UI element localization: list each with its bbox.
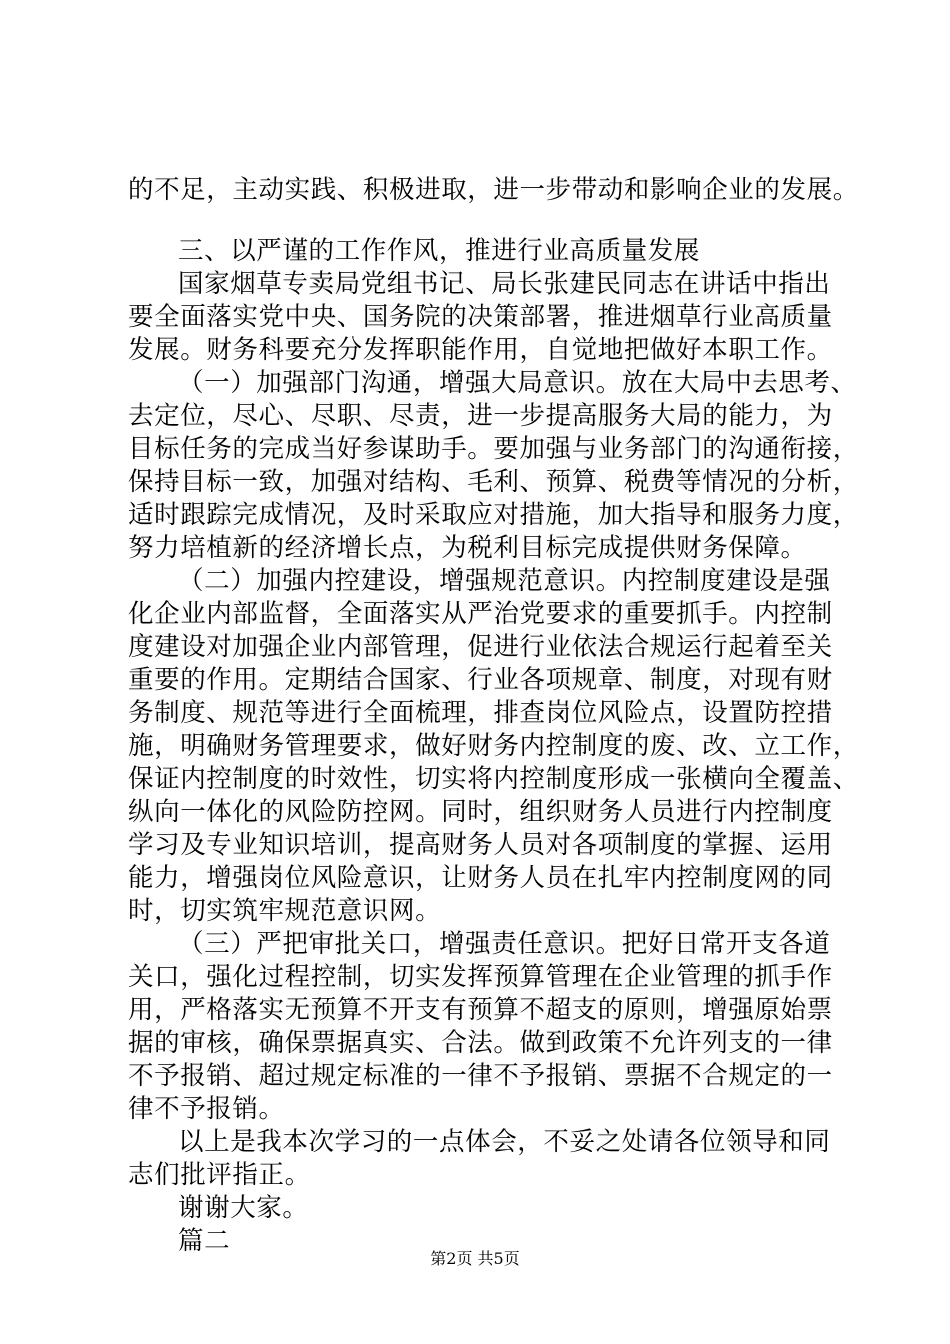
text-line: 务制度、规范等进行全面梳理，排查岗位风险点，设置防控措: [128, 698, 833, 728]
subsection-heading: （三）严把审批关口，增强责任意识。把好日常开支各道: [178, 929, 831, 959]
text-line: 时，切实筑牢规范意识网。: [128, 896, 442, 926]
text-line: 努力培植新的经济增长点，为税利目标完成提供财务保障。: [128, 533, 807, 563]
subsection-heading: （二）加强内控建设，增强规范意识。内控制度建设是强: [178, 566, 831, 596]
text-line: 纵向一体化的风险防控网。同时，组织财务人员进行内控制度: [128, 797, 833, 827]
text-line: 国家烟草专卖局党组书记、局长张建民同志在讲话中指出: [178, 269, 831, 299]
text-line: 要全面落实党中央、国务院的决策部署，推进烟草行业高质量: [128, 302, 833, 332]
text-line: 去定位，尽心、尽职、尽责，进一步提高服务大局的能力，为: [128, 401, 833, 431]
subsection-heading: （一）加强部门沟通，增强大局意识。放在大局中去思考、: [178, 368, 857, 398]
text-line: 保持目标一致，加强对结构、毛利、预算、税费等情况的分析，: [128, 467, 859, 497]
text-line: 以上是我本次学习的一点体会，不妥之处请各位领导和同: [178, 1127, 831, 1157]
closing-line: 谢谢大家。: [178, 1193, 309, 1223]
text-line: 能力，增强岗位风险意识，让财务人员在扎牢内控制度网的同: [128, 863, 833, 893]
text-line: 学习及专业知识培训，提高财务人员对各项制度的掌握、运用: [128, 830, 833, 860]
text-line: 重要的作用。定期结合国家、行业各项规章、制度，对现有财: [128, 665, 833, 695]
text-line: 适时跟踪完成情况，及时采取应对措施，加大指导和服务力度，: [128, 500, 859, 530]
text-line: 据的审核，确保票据真实、合法。做到政策不允许列支的一律: [128, 1028, 833, 1058]
text-line: 目标任务的完成当好参谋助手。要加强与业务部门的沟通衔接，: [128, 434, 859, 464]
text-line: 保证内控制度的时效性，切实将内控制度形成一张横向全覆盖、: [128, 764, 859, 794]
text-line: 发展。财务科要充分发挥职能作用，自觉地把做好本职工作。: [128, 335, 833, 365]
text-line: 度建设对加强企业内部管理，促进行业依法合规运行起着至关: [128, 632, 833, 662]
text-line: 志们批评指正。: [128, 1160, 311, 1190]
section-heading: 三、以严谨的工作作风，推进行业高质量发展: [178, 236, 701, 266]
text-line: 用，严格落实无预算不开支有预算不超支的原则，增强原始票: [128, 995, 833, 1025]
text-line: 关口，强化过程控制，切实发挥预算管理在企业管理的抓手作: [128, 962, 833, 992]
text-line: 的不足，主动实践、积极进取，进一步带动和影响企业的发展。: [128, 175, 859, 205]
page-footer: 第2页 共5页: [430, 1249, 520, 1268]
text-line: 律不予报销。: [128, 1094, 285, 1124]
text-line: 施，明确财务管理要求，做好财务内控制度的废、改、立工作，: [128, 731, 859, 761]
next-section-label: 篇二: [178, 1226, 231, 1256]
text-line: 不予报销、超过规定标准的一律不予报销、票据不合规定的一: [128, 1061, 833, 1091]
text-line: 化企业内部监督，全面落实从严治党要求的重要抓手。内控制: [128, 599, 833, 629]
